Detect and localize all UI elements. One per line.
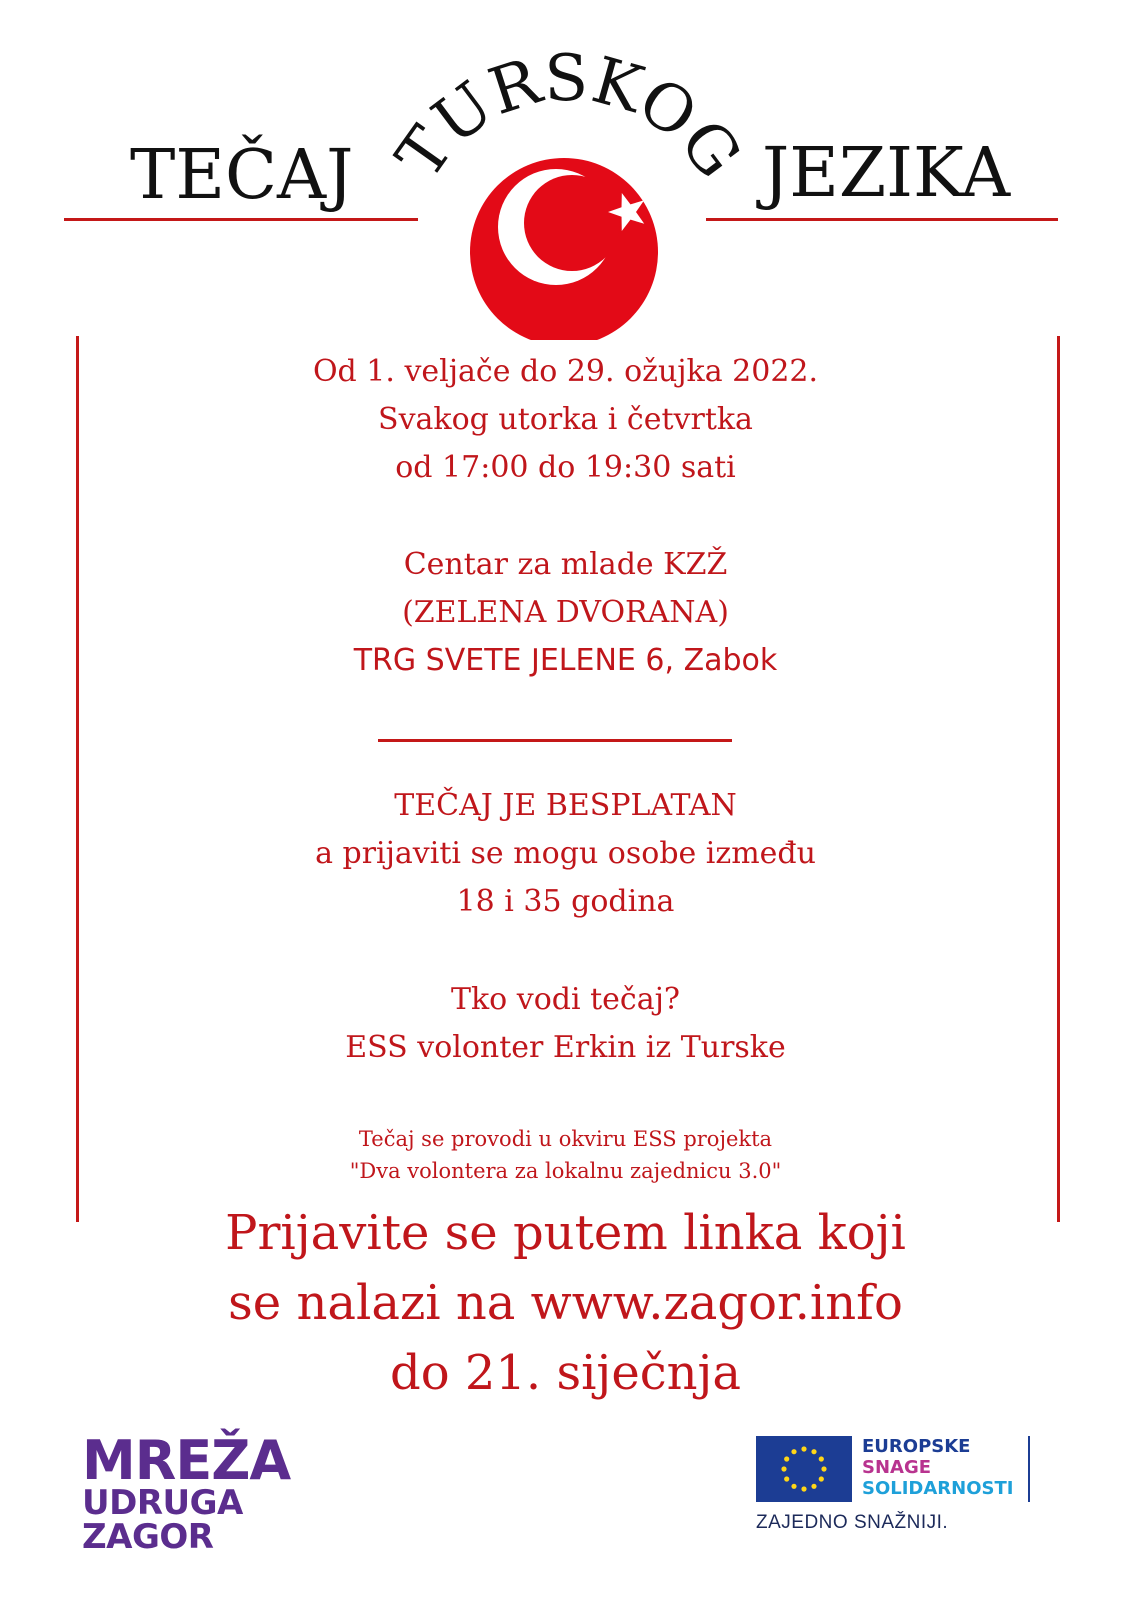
pricing-age-range: 18 i 35 godina bbox=[456, 884, 675, 919]
pricing-headline: TEČAJ JE BESPLATAN bbox=[394, 788, 737, 823]
eu-solidarity-logo bbox=[756, 1436, 1046, 1546]
pricing-eligibility: a prijaviti se mogu osobe između bbox=[315, 836, 816, 871]
call-to-action bbox=[0, 1198, 1131, 1408]
header-rule-left bbox=[64, 218, 418, 221]
eu-tagline: ZAJEDNO SNAŽNIJI. bbox=[756, 1512, 949, 1533]
schedule-days: Svakog utorka i četvrtka bbox=[378, 402, 753, 437]
mreza-udruga-zagor-logo bbox=[82, 1429, 291, 1557]
venue-block bbox=[0, 541, 1131, 685]
eu-line-solidarnosti: SOLIDARNOSTI bbox=[862, 1478, 1014, 1499]
schedule-hours: od 17:00 do 19:30 sati bbox=[395, 450, 736, 485]
logo-udruga-text: UDRUGA bbox=[82, 1483, 243, 1523]
pricing-block bbox=[0, 782, 1131, 926]
cta-line3: do 21. siječnja bbox=[389, 1345, 742, 1401]
schedule-dates: Od 1. veljače do 29. ožujka 2022. bbox=[312, 354, 819, 389]
instructor-question: Tko vodi tečaj? bbox=[450, 982, 680, 1017]
venue-hall: (ZELENA DVORANA) bbox=[402, 595, 729, 630]
eu-line-snage: SNAGE bbox=[862, 1457, 932, 1478]
instructor-block bbox=[0, 976, 1131, 1072]
logo-mreza-text: MREŽA bbox=[82, 1429, 291, 1492]
cta-line1: Prijavite se putem linka koji bbox=[225, 1205, 906, 1261]
header-emblem bbox=[380, 40, 760, 340]
eu-text-block bbox=[862, 1436, 1013, 1499]
title-arc-word: TURSKOG bbox=[382, 41, 755, 193]
project-note-line1: Tečaj se provodi u okviru ESS projekta bbox=[358, 1127, 773, 1151]
title-left-word: TEČAJ bbox=[130, 136, 354, 215]
venue-name: Centar za mlade KZŽ bbox=[403, 547, 728, 582]
eu-divider bbox=[1028, 1436, 1030, 1502]
schedule-block bbox=[0, 348, 1131, 492]
instructor-answer: ESS volonter Erkin iz Turske bbox=[345, 1030, 786, 1065]
logo-zagor-text: ZAGOR bbox=[82, 1517, 214, 1557]
title-right-word: JEZIKA bbox=[762, 134, 1011, 213]
eu-flag-icon bbox=[756, 1436, 852, 1502]
cta-line2: se nalazi na www.zagor.info bbox=[228, 1275, 903, 1331]
project-note bbox=[0, 1123, 1131, 1187]
section-divider bbox=[378, 739, 732, 742]
eu-line-europske: EUROPSKE bbox=[862, 1436, 971, 1457]
project-note-line2: "Dva volontera za lokalnu zajednicu 3.0" bbox=[349, 1159, 782, 1183]
venue-address: TRG SVETE JELENE 6, Zabok bbox=[353, 643, 778, 678]
